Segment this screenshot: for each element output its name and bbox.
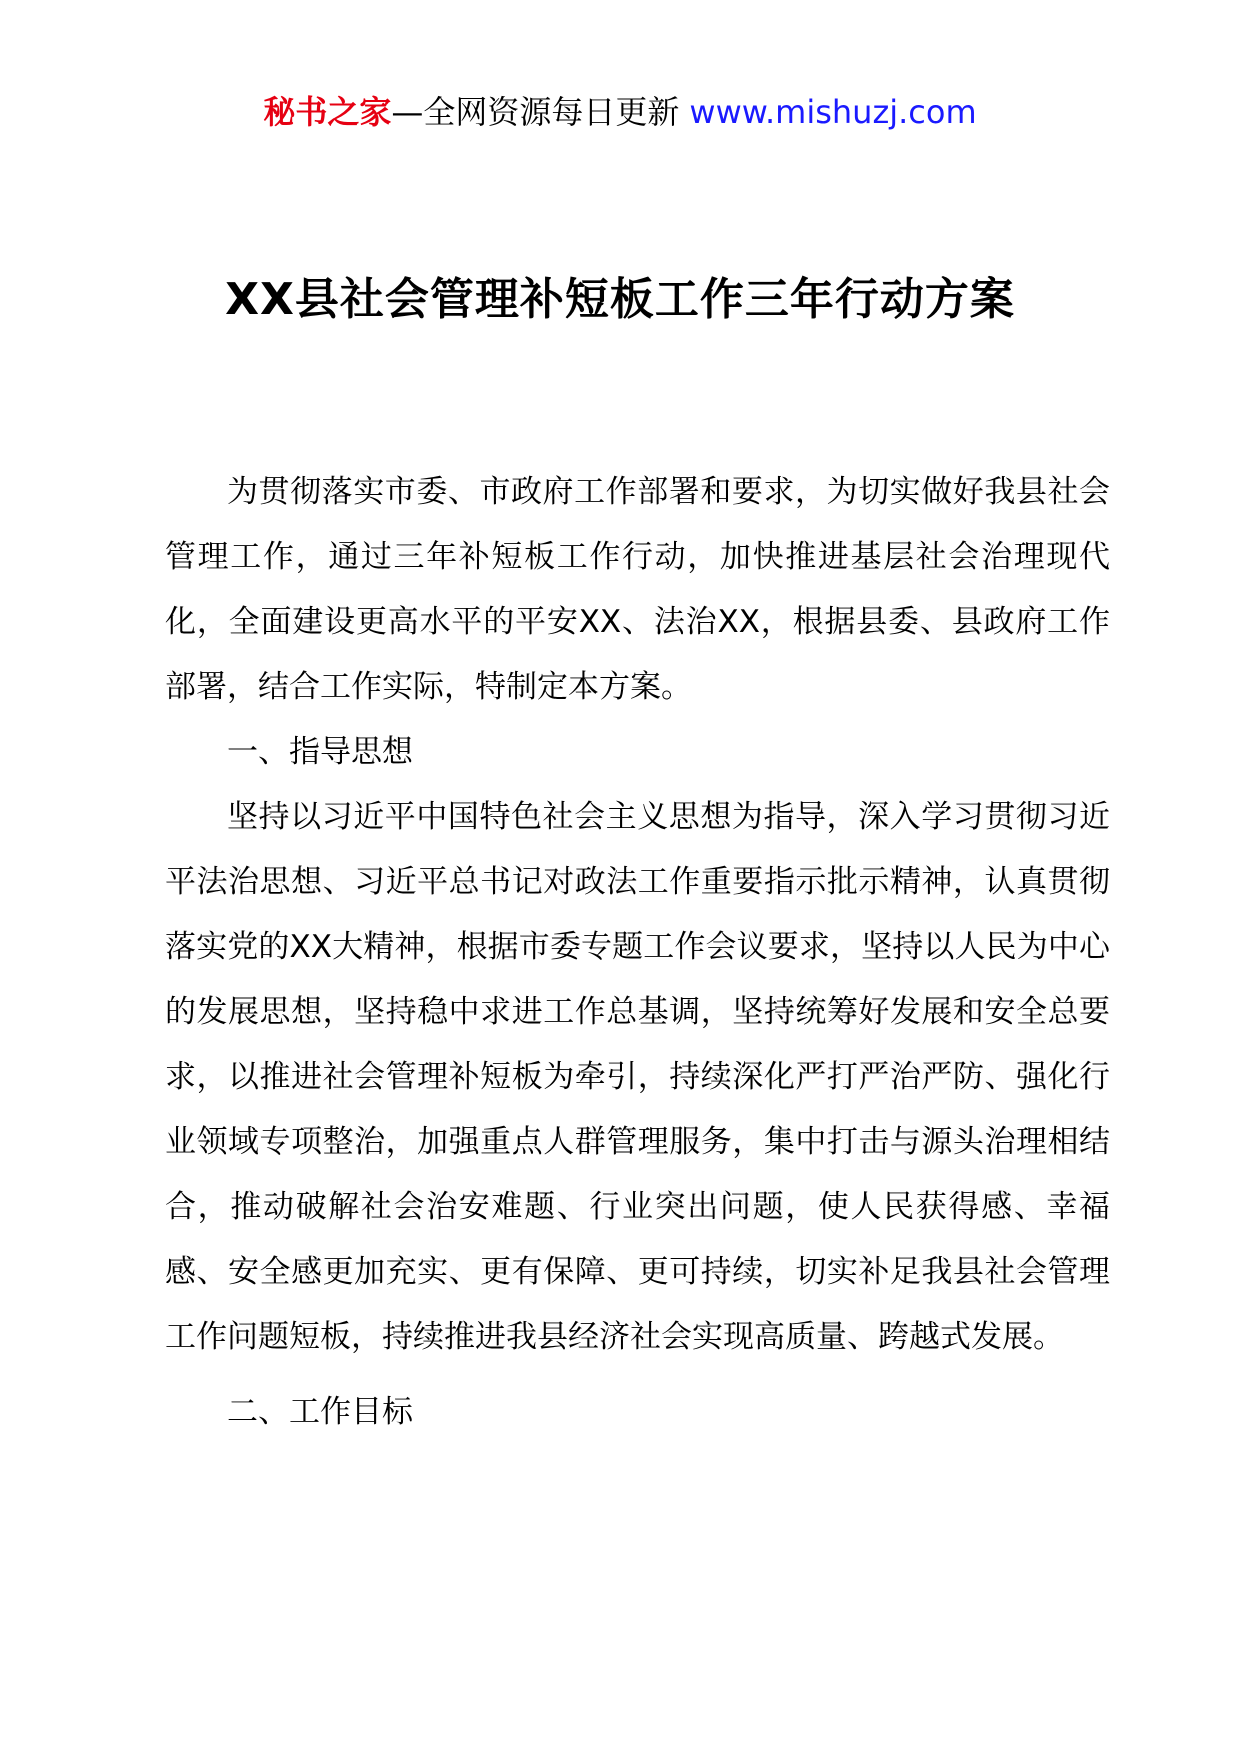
brand-name: 秘书之家 <box>263 93 392 131</box>
header-tagline: —全网资源每日更新 <box>391 93 680 131</box>
section-heading-work-goals: 二、工作目标 <box>227 1394 413 1430</box>
site-link[interactable]: www.mishuzj.com <box>689 93 977 131</box>
site-header <box>0 88 1240 136</box>
section-heading-guiding-ideology: 一、指导思想 <box>227 734 413 770</box>
intro-paragraph: 为贯彻落实市委、市政府工作部署和要求，为切实做好我县社会管理工作，通过三年补短板工作行动，加快推进基层社会治理现代化，全面建设更高水平的平安XX、法治XX，根据县委、县政府工作部署，结合工作实际，特制定本方案。 <box>165 474 1110 705</box>
document-title: XX县社会管理补短板工作三年行动方案 <box>225 274 1015 325</box>
guiding-ideology-paragraph: 坚持以习近平中国特色社会主义思想为指导，深入学习贯彻习近平法治思想、习近平总书记对政法工作重要指示批示精神，认真贯彻落实党的XX大精神，根据市委专题工作会议要求，坚持以人民为中心的发展思想，坚持稳中求进工作总基调，坚持统筹好发展和安全总要求，以推进社会管理补短板为牵引，持续深化严打严治严防、强化行业领域专项整治，加强重点人群管理服务，集中打击与源头治理相结合，推动破解社会治安难题、行业突出问题，使人民获得感、幸福感、安全感更加充实、更有保障、更可持续，切实补足我县社会管理工作问题短板，持续推进我县经济社会实现高质量、跨越式发展。 <box>165 799 1110 1355</box>
document-body <box>165 460 1110 1445</box>
